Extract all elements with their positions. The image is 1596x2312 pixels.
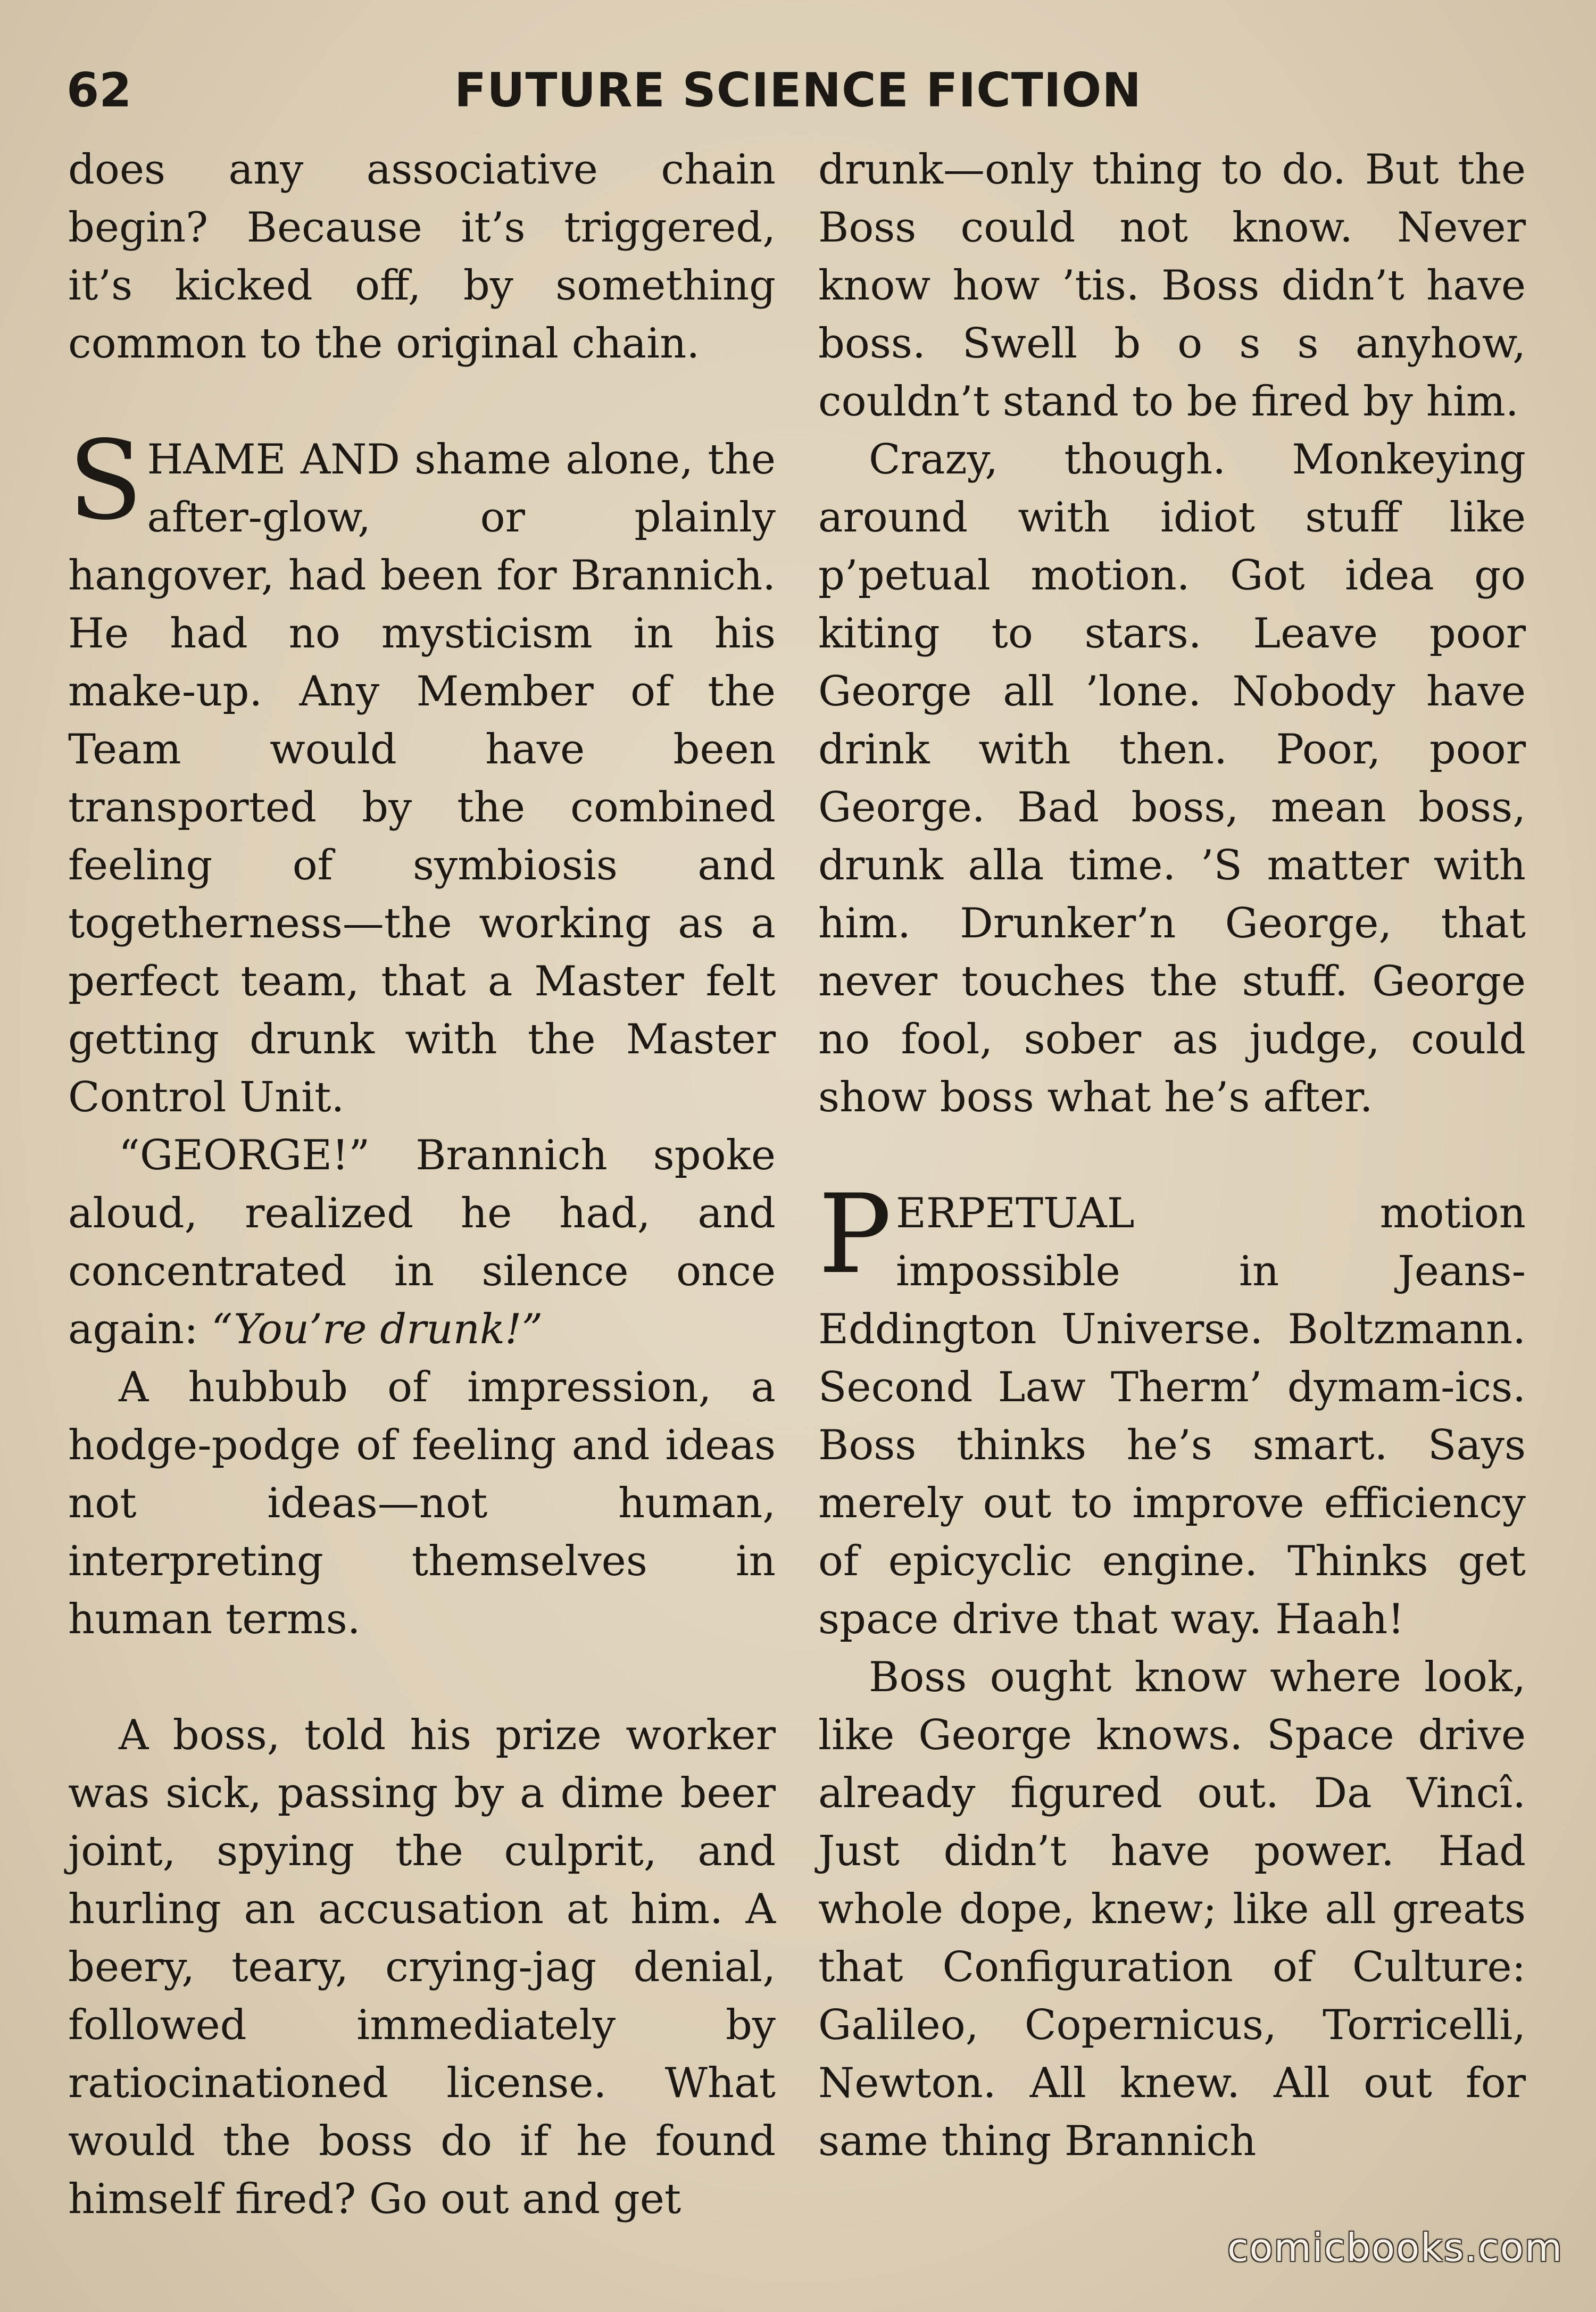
paragraph-text: motion impossible in Jeans-Eddington Universe. Boltzmann. Second Law Therm’ dymam-ics. Boss thinks he’s smart. Says merely out to improve efficiency of epicyclic engine. Thinks get space drive that way. Haah! bbox=[818, 1190, 1526, 1643]
paragraph-text: shame alone, the after-glow, or plainly hangover, had been for Brannich. He had no mysticism in his make-up. Any Member of the Team would have been transported by the combined feeling of symbiosis and togetherness—the working as a perfect team, that a Master felt getting drunk with the Master Control Unit. bbox=[68, 436, 776, 1121]
watermark: comicbooks.com bbox=[1227, 2225, 1563, 2270]
paragraph-text: “GEORGE!” Brannich spoke aloud, realized he had, and concentrated in silence once again: bbox=[68, 1132, 776, 1353]
page-header bbox=[66, 59, 1530, 122]
page-number: 62 bbox=[66, 63, 132, 118]
paragraph bbox=[68, 1127, 776, 1359]
left-column bbox=[68, 141, 776, 2228]
drop-cap: P bbox=[818, 1171, 892, 1298]
running-head: FUTURE SCIENCE FICTION bbox=[454, 63, 1142, 118]
paragraph: Crazy, though. Monkeying around with idiot stuff like p’petual motion. Got idea go kiting to stars. Leave poor George all ’lone. Nobody have drink with then. Poor, poor George. Bad boss, mean boss, drunk alla time. ’S matter with him. Drunker’n George, that never touches the stuff. George no fool, sober as judge, could show boss what he’s after. bbox=[818, 436, 1526, 1121]
lead-in: ERPETUAL bbox=[895, 1190, 1135, 1237]
section-paragraph bbox=[68, 418, 776, 1127]
paragraph: A boss, told his prize worker was sick, passing by a dime beer joint, spying the culprit, and hurling an accusation at him. A beery, teary, crying-jag denial, followed immediately by ratiocinationed license. What would the boss do if he found himself fired? Go out and get bbox=[68, 1711, 776, 2223]
section-paragraph bbox=[818, 1171, 1526, 1649]
paragraph: drunk—only thing to do. But the Boss could not know. Never know how ’tis. Boss didn’t have boss. Swell b o s s anyhow, couldn’t stand to be fired by him. bbox=[818, 146, 1526, 426]
paragraph: A hubbub of impression, a hodge-podge of feeling and ideas not ideas—not human, interpreting themselves in human terms. bbox=[68, 1363, 776, 1643]
drop-cap: S bbox=[68, 418, 143, 544]
italic-quote: “You’re drunk!” bbox=[211, 1305, 543, 1353]
lead-in: HAME AND bbox=[147, 436, 400, 484]
paragraph: Boss ought know where look, like George knows. Space drive already figured out. Da Vincî. Just didn’t have power. Had whole dope, knew; like all greats that Configuration of Culture: Galileo, Copernicus, Torricelli, Newton. All knew. All out for same thing Brannich bbox=[818, 1653, 1526, 2165]
right-column bbox=[818, 141, 1526, 2170]
paragraph: does any associative chain begin? Because it’s triggered, it’s kicked off, by something common to the original chain. bbox=[68, 146, 776, 368]
